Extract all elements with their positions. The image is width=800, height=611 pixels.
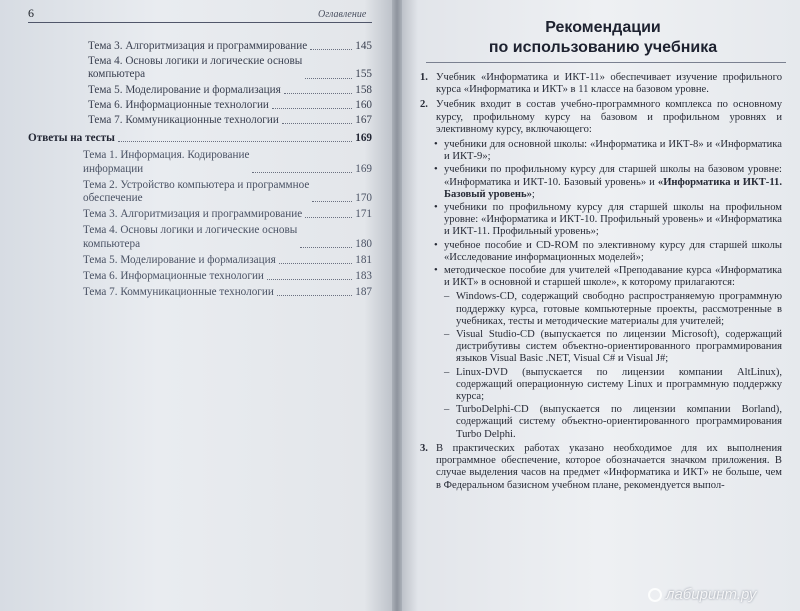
toc-entry-title: Тема 3. Алгоритмизация и программирование — [83, 208, 303, 221]
toc-entry-page: 145 — [355, 40, 372, 52]
toc-entry — [28, 99, 372, 112]
table-of-contents — [28, 40, 372, 302]
toc-entry-title: Тема 6. Информационные технологии — [88, 98, 269, 111]
toc-leader-dots — [300, 247, 352, 248]
toc-entry-page: 183 — [355, 270, 372, 283]
book-gutter — [392, 0, 402, 611]
title-line-2: по использованию учебника — [488, 39, 718, 56]
header-rule — [28, 22, 372, 23]
toc-leader-dots — [284, 93, 353, 94]
running-head: Оглавление — [318, 9, 367, 20]
toc-leader-dots — [118, 141, 352, 142]
toc-leader-dots — [252, 172, 352, 173]
item-number: 3. — [420, 442, 428, 454]
toc-leader-dots — [282, 123, 352, 124]
toc-leader-dots — [310, 49, 352, 50]
toc-entry-page: 160 — [355, 98, 372, 111]
watermark-text: лабиринт.ру — [666, 586, 757, 603]
toc-entry — [28, 84, 372, 97]
page-number: 6 — [28, 6, 34, 20]
toc-entry — [28, 40, 372, 53]
toc-entry-title: Тема 5. Моделирование и формализация — [88, 83, 281, 96]
toc-entry — [28, 114, 372, 127]
toc-leader-dots — [305, 78, 352, 79]
toc-entry — [28, 149, 372, 175]
toc-entry-page: 181 — [355, 253, 372, 266]
toc-entry-page: 167 — [355, 114, 372, 127]
toc-entry-page: 187 — [355, 286, 372, 299]
toc-entry-title: Тема 4. Основы логики и логические основы компьютера — [83, 224, 298, 250]
toc-entry — [28, 208, 372, 221]
dash-item: – Visual Studio-CD (выпускается по лицензии Microsoft), содержащий дистрибутивы систем объектно-ориентированного программирования языков Visual Basic .NET, Visual C# и Visual J#; — [444, 329, 782, 366]
toc-entry-page: 158 — [355, 83, 372, 96]
item-number: 1. — [420, 72, 428, 83]
toc-entry — [28, 55, 372, 81]
bullet-text: учебники по профильному курсу для старшей школы на базовом уровне: «Информатика и ИКТ-10. Базовый уровень» и — [444, 164, 782, 188]
toc-entry-title: Тема 6. Информационные технологии — [83, 270, 264, 283]
toc-leader-dots — [312, 201, 352, 202]
dash-item: – Windows-CD, содержащий свободно распространяемую программную поддержку курса, готовые компьютерные проекты, рассмотренные в учебниках, тесты и методические материалы для учителей; — [444, 291, 782, 328]
toc-entry-title: Тема 2. Устройство компьютера и программное обеспечение — [83, 178, 310, 205]
numbered-item-2 — [420, 99, 782, 136]
toc-entry-title: Тема 5. Моделирование и формализация — [83, 253, 276, 266]
item-text: Учебник входит в состав учебно-программного комплекса по основному курсу, профильному курсу на базовом и профильном уровнях и элективному курсу, включающего: — [436, 99, 782, 135]
title-rule — [426, 62, 786, 63]
bullet-item: • учебники для основной школы: «Информатика и ИКТ-8» и «Информатика и ИКТ-9»; — [434, 139, 782, 163]
toc-entry-title: Тема 7. Коммуникационные технологии — [83, 286, 274, 299]
labirint-logo-icon — [648, 588, 662, 602]
dash-item: – Linux-DVD (выпускается по лицензии компании AltLinux), содержащий операционную систему Linux и программную поддержку курса; — [444, 367, 782, 404]
toc-entry-page: 170 — [355, 192, 372, 205]
toc-entry-title: Тема 1. Информация. Кодирование информации — [83, 149, 250, 175]
item-text: Учебник «Информатика и ИКТ-11» обеспечивает изучение профильного курса «Информатика и ИКТ» в 11 классе на базовом уровне. — [436, 72, 782, 96]
toc-entry — [28, 224, 372, 250]
bullet-bold-text: «Информатика и ИКТ-11. Базовый уровень» — [444, 176, 782, 200]
numbered-item-1 — [420, 72, 782, 96]
title-line-1: Рекомендации — [545, 19, 661, 36]
item-number: 2. — [420, 99, 428, 111]
toc-entry — [28, 254, 372, 267]
toc-entry — [28, 270, 372, 283]
toc-entry-page: 169 — [355, 162, 372, 175]
bullet-list — [434, 139, 782, 289]
toc-entry-title: Тема 3. Алгоритмизация и программирование — [88, 40, 308, 52]
toc-entry-page: 155 — [355, 68, 372, 81]
toc-entry-page: 169 — [355, 132, 372, 145]
bullet-item: • учебники по профильному курсу для старшей школы на профильном уровне: «Информатика и ИКТ-10. Профильный уровень» и «Информатика и ИКТ-11. Профильный уровень»; — [434, 202, 782, 239]
dash-list — [444, 291, 782, 440]
dash-item: – TurboDelphi-CD (выпускается по лицензии компании Borland), содержащий систему объектно-ориентированного программирования Turbo Delphi. — [444, 404, 782, 441]
toc-entry — [28, 179, 372, 205]
recommendations-body — [420, 72, 782, 495]
toc-entry-title: Ответы на тесты — [28, 132, 115, 145]
numbered-item-3 — [420, 443, 782, 492]
toc-entry — [28, 286, 372, 299]
toc-entry — [28, 132, 372, 145]
bullet-item: • методическое пособие для учителей «Преподавание курса «Информатика и ИКТ» в основной и старшей школе», к которому прилагаются: — [434, 265, 782, 289]
toc-leader-dots — [305, 217, 352, 218]
bullet-item: • учебное пособие и CD-ROM по элективному курсу для старшей школы «Исследование информационных моделей»; — [434, 240, 782, 264]
toc-leader-dots — [279, 263, 353, 264]
item-text: В практических работах указано необходимое для их выполнения программное обеспечение, которое обозначается значком приложения. В случае выделения часов на предмет «Информатика и ИКТ» не больше, чем в Федеральном базисном учебном плане, рекомендуется выпол- — [436, 442, 782, 491]
toc-entry-page: 180 — [355, 237, 372, 250]
toc-leader-dots — [272, 108, 352, 109]
toc-leader-dots — [277, 295, 352, 296]
toc-leader-dots — [267, 279, 352, 280]
toc-entry-title: Тема 4. Основы логики и логические основы компьютера — [88, 55, 303, 81]
recommendations-title — [418, 18, 788, 58]
toc-entry-page: 171 — [355, 208, 372, 221]
toc-entry-title: Тема 7. Коммуникационные технологии — [88, 114, 279, 127]
bullet-item — [434, 164, 782, 201]
bullet-text-end: ; — [531, 188, 535, 200]
